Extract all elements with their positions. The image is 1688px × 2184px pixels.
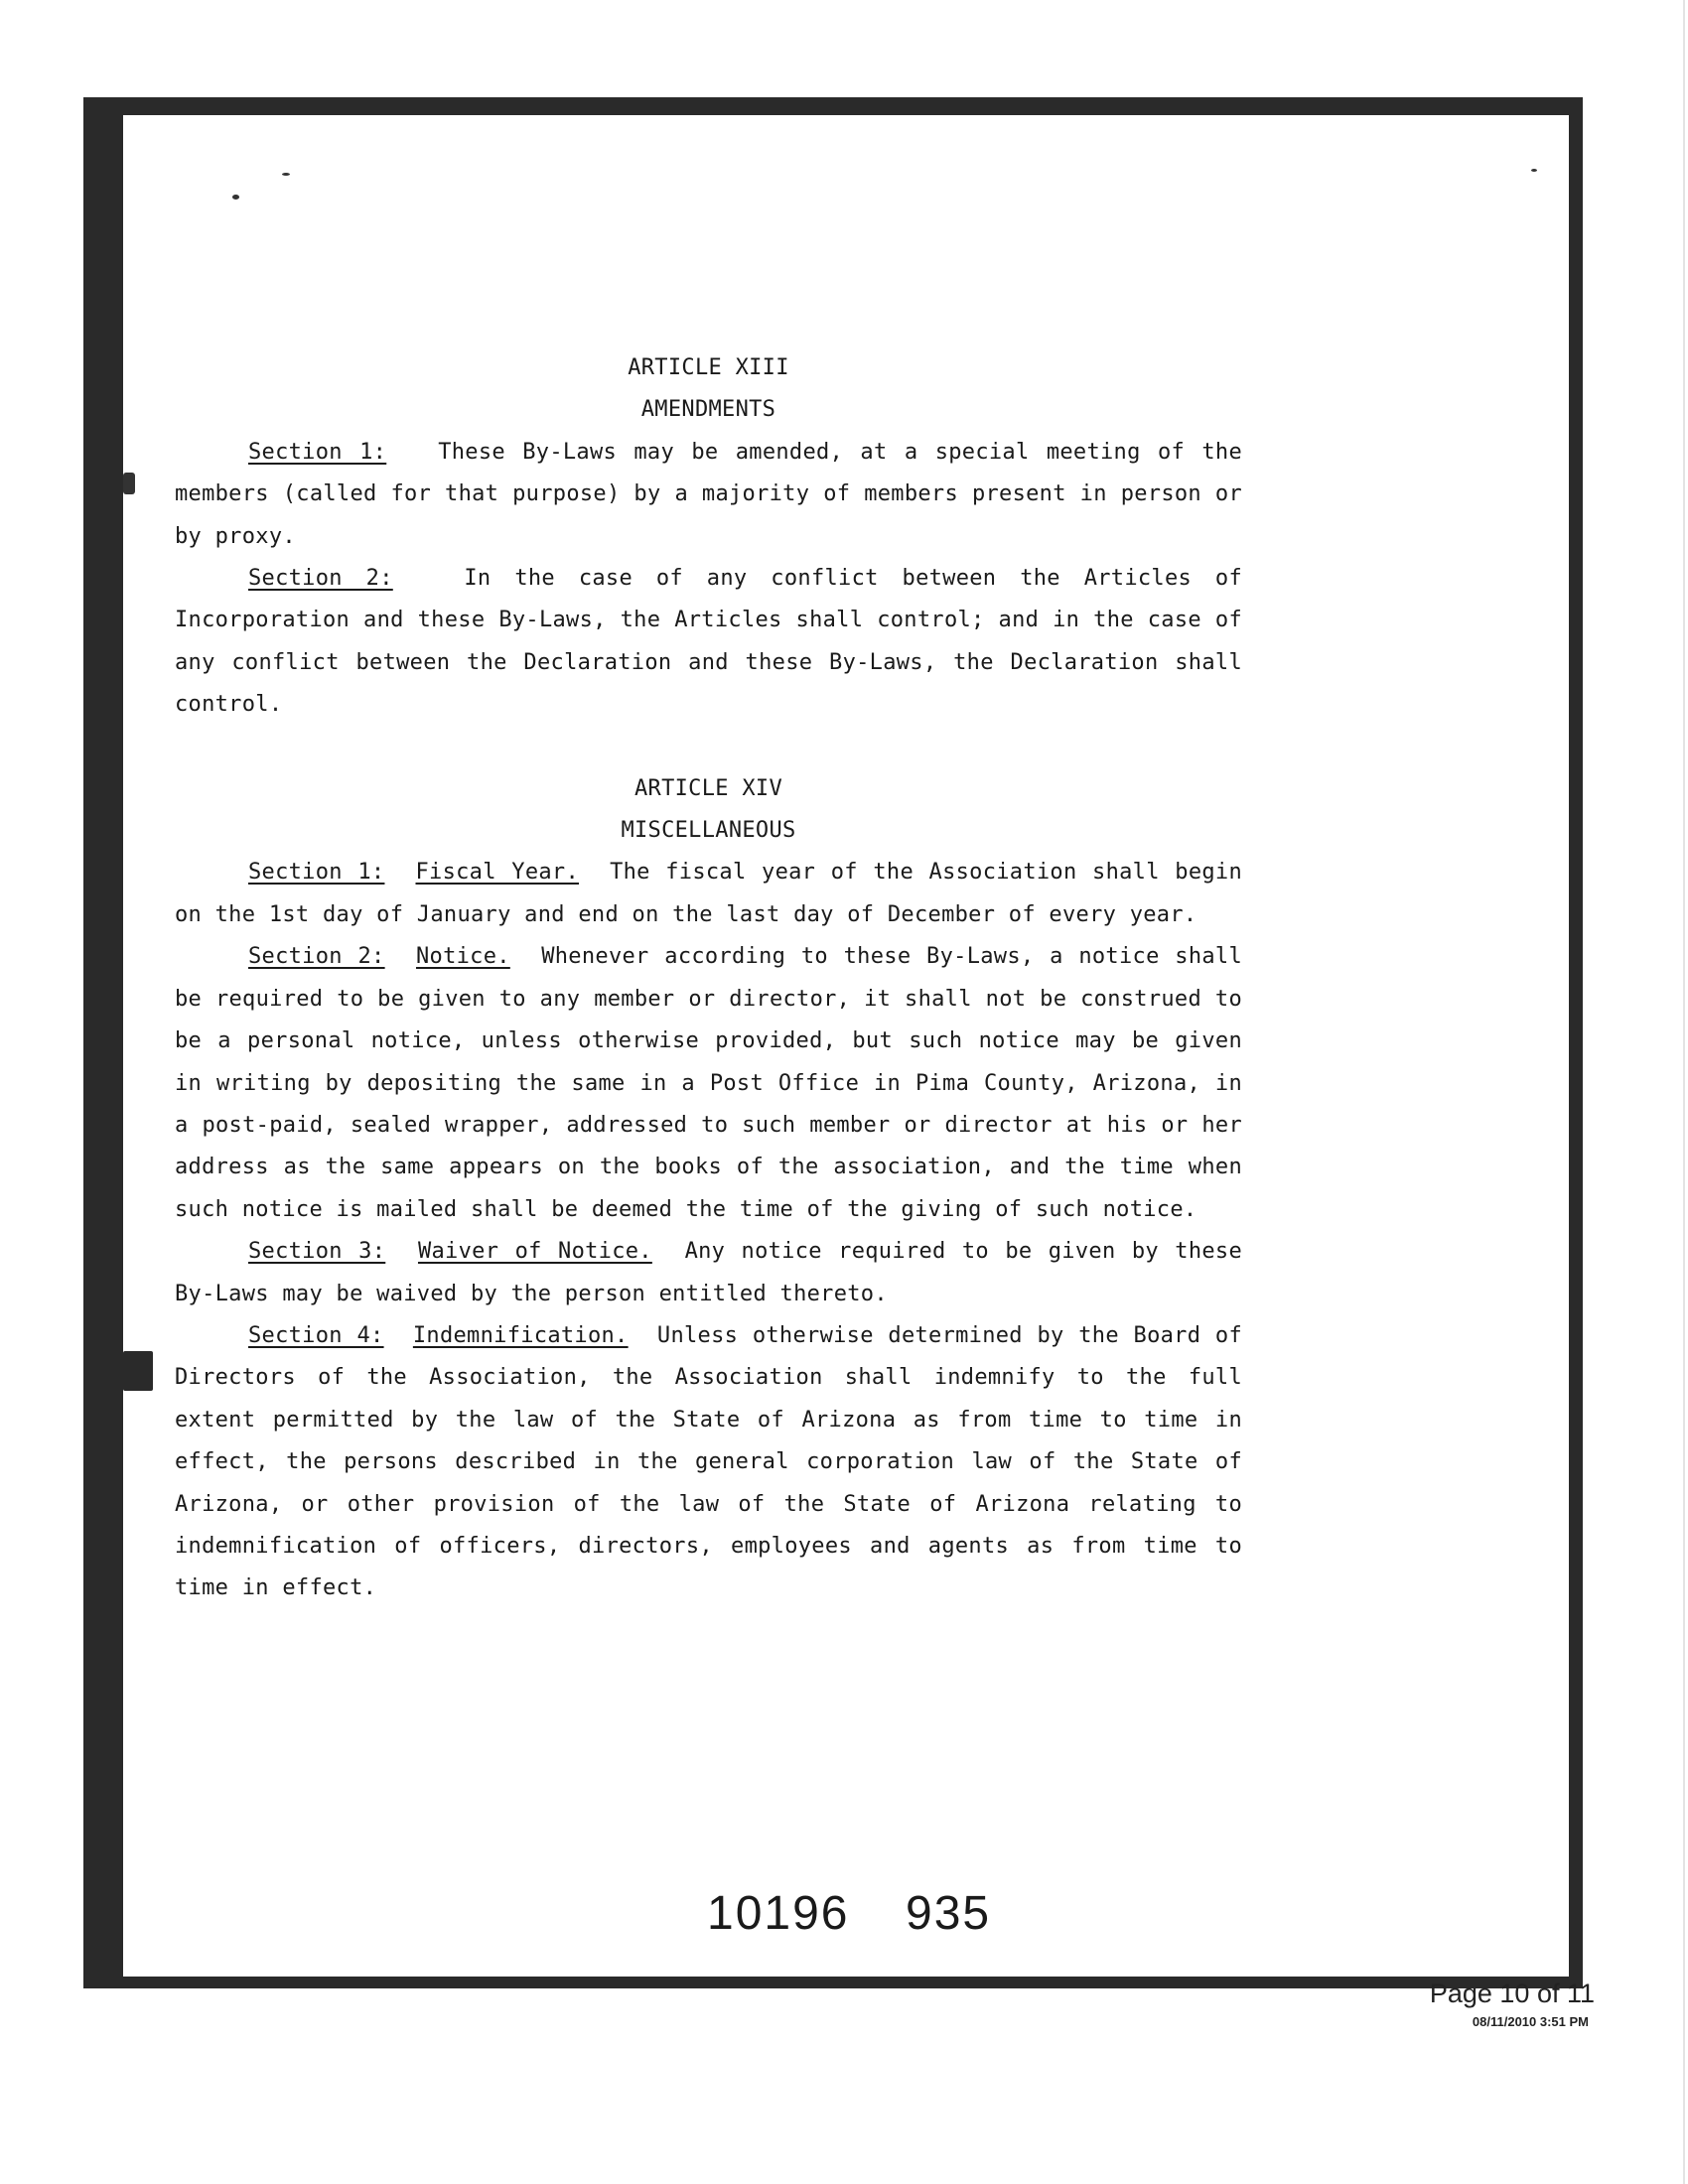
section-text: Any notice required to be given by these By-Laws may be waived by the person entitled thereto. (175, 1239, 1242, 1306)
section-heading: Waiver of Notice. (417, 1239, 652, 1265)
scan-tear (123, 1351, 153, 1391)
page-indicator: Page 10 of 11 (1429, 1979, 1595, 2008)
article-xiv-section-2 (175, 936, 1242, 1231)
scan-speck (123, 473, 135, 494)
section-label: Section 3: (248, 1239, 386, 1265)
article-xiv-section-3 (175, 1231, 1242, 1315)
section-label: Section 2: (248, 944, 385, 970)
section-text: Whenever according to these By-Laws, a notice shall be required to be given to any member or director, it shall not be construed to be a personal notice, unless otherwise provided, but such notice may be given in writing by depositing the same in a Post Office in Pima County, Arizona, in a post-paid, sealed wrapper, addressed to such member or director at his or her address as the same appears on the books of the association, and the time when such notice is mailed shall be deemed the time of the giving of such notice. (175, 944, 1243, 1222)
article-xiv-title: ARTICLE XIV (634, 775, 782, 801)
scan-speck (282, 173, 290, 176)
scan-speck (1531, 169, 1537, 172)
spacer (175, 727, 1242, 768)
section-text: Unless otherwise determined by the Board of Directors of the Association, the Association shall indemnify to the full extent permitted by the law of the State of Arizona as from time to time in effect, the persons described in the general corporation law of the State of Arizona, or other provision of the law of the State of Arizona relating to indemnification of officers, directors, employees and agents as from time to time in effect. (175, 1322, 1243, 1601)
section-label: Section 2: (248, 566, 393, 592)
section-heading: Notice. (416, 944, 510, 970)
section-text: In the case of any conflict between the Articles of Incorporation and these By-Laws, the Articles shall control; and in the case of any conflict between the Declaration and these By-Laws, the Declaration shall control. (175, 566, 1243, 718)
document-body (175, 347, 1242, 1610)
article-xiv-subtitle: MISCELLANEOUS (621, 818, 796, 844)
article-xiii-subtitle: AMENDMENTS (640, 397, 776, 423)
section-text: The fiscal year of the Association shall begin on the 1st day of January and end on the last day of December of every year. (175, 860, 1243, 927)
section-label: Section 1: (248, 439, 387, 465)
viewer-edge (1683, 0, 1685, 2184)
print-timestamp: 08/11/2010 3:51 PM (1472, 2014, 1589, 2029)
section-label: Section 4: (248, 1322, 384, 1348)
section-heading: Indemnification. (412, 1322, 629, 1348)
section-heading: Fiscal Year. (415, 860, 580, 886)
section-label: Section 1: (248, 860, 385, 886)
recording-docket-number: 10196 (707, 1887, 850, 1940)
recording-page-number: 935 (906, 1887, 992, 1940)
article-xiii-title: ARTICLE XIII (628, 355, 789, 380)
article-xiii-section-1 (175, 432, 1242, 558)
article-xiv-section-1 (175, 852, 1242, 936)
article-xiii-section-2 (175, 558, 1242, 727)
scan-speck (232, 195, 239, 200)
section-text: These By-Laws may be amended, at a special meeting of the members (called for that purpose) by a majority of members present in person or by proxy. (175, 439, 1243, 549)
article-xiv-section-4 (175, 1315, 1242, 1610)
